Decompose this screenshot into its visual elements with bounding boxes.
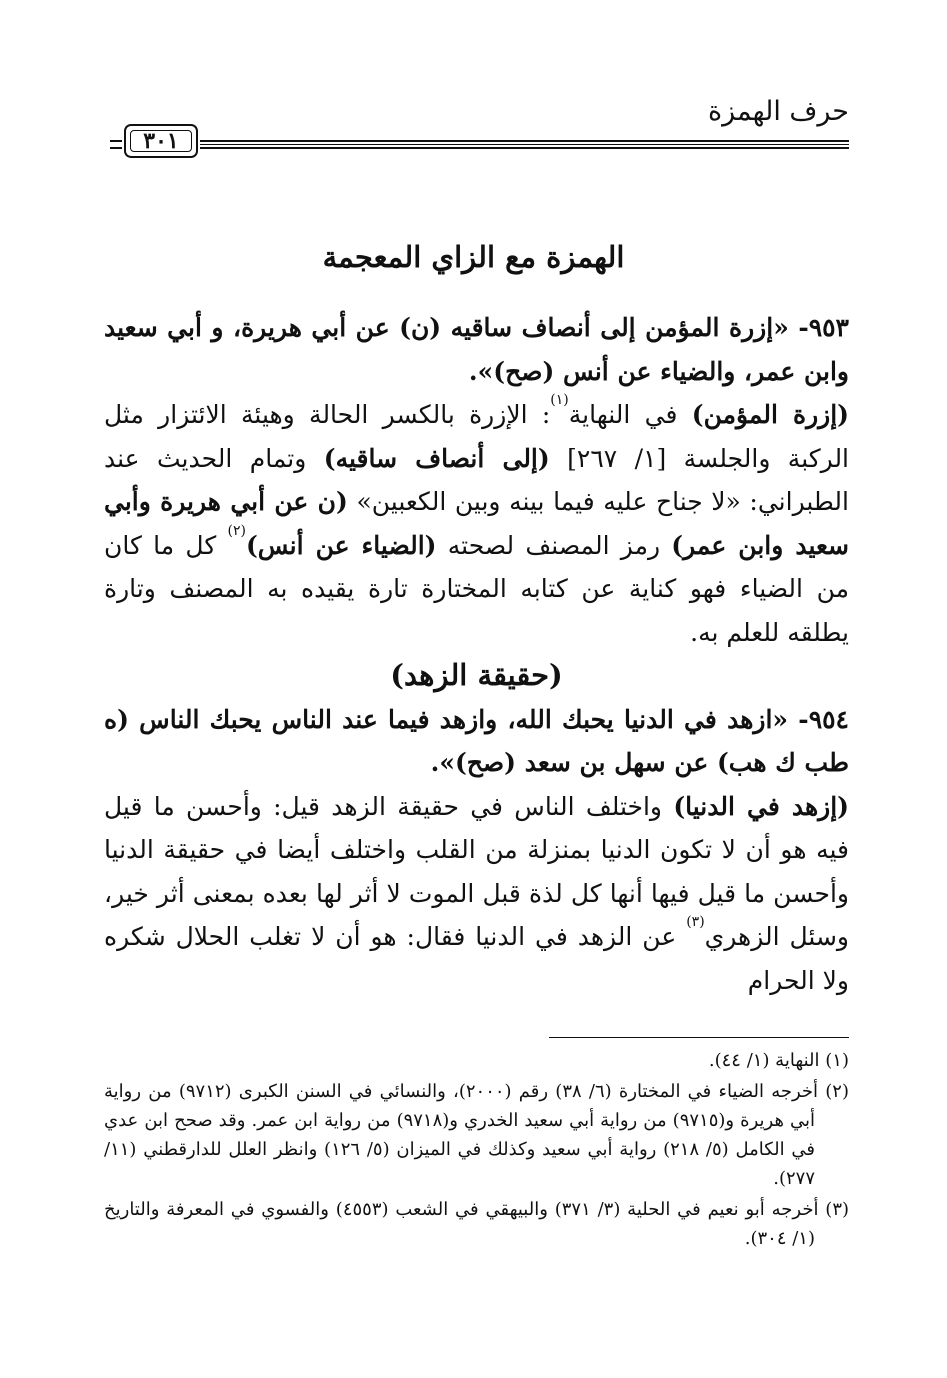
quoted-term: (إزهد في الدنيا): [673, 791, 849, 821]
footnotes: [104, 1046, 849, 1255]
section-heading: الهمزة مع الزاي المعجمة: [322, 240, 625, 274]
quoted-term: (إلى أنصاف ساقيه): [323, 443, 550, 473]
header-rule: [200, 140, 849, 149]
sub-heading: (حقيقة الزهد): [390, 658, 563, 692]
text-run: واختلف الناس في حقيقة الزهد قيل: وأحسن ما قيل فيه هو أن لا تكون الدنيا بمنزلة من القلب واختلف أيضا في حقيقة الدنيا وأحسن ما قيل فيها أنها كل لذة قبل الموت لا أثر لها بعده بمعنى أثر خير، وسئل الزهري: [104, 791, 849, 951]
footnote-marker-3[interactable]: (٣): [686, 914, 705, 930]
text-run: وتمام الحديث عند الطبراني: «لا جناح عليه فيما بينه وبين الكعبين»: [104, 443, 849, 516]
main-text: [104, 306, 849, 1002]
quoted-term: (إزرة المؤمن): [691, 400, 850, 429]
header-rule-cap: [110, 140, 122, 149]
footnote-separator: [549, 1037, 849, 1038]
text-run: عن الزهد في الدنيا فقال: هو أن لا تغلب الحلال شكره ولا الحرام: [104, 922, 849, 995]
text-run: في النهاية: [568, 400, 692, 429]
commentary-paragraph-1: [104, 393, 849, 654]
quoted-term: (الضياء عن أنس): [245, 530, 437, 560]
footnote-3: (٣) أخرجه أبو نعيم في الحلية (٣/ ٣٧١) والبيهقي في الشعب (٤٥٥٣) والفسوي في المعرفة والتاريخ (١/ ٣٠٤).: [104, 1199, 850, 1249]
quoted-term: (ن عن أبي هريرة وأبي سعيد وابن عمر): [104, 487, 849, 560]
footnote-marker-2[interactable]: (٢): [227, 522, 246, 539]
text-run: : الإزرة بالكسر الحالة وهيئة الائتزار مثل الركبة والجلسة [١/ ٢٦٧]: [104, 400, 850, 473]
hadith-entry-953: ٩٥٣- «إزرة المؤمن إلى أنصاف ساقيه (ن) عن أبي هريرة، و أبي سعيد وابن عمر، والضياء عن أنس (صح)».: [104, 313, 849, 386]
text-run: كل ما كان من الضياء فهو كناية عن كتابه المختارة تارة يقيده به المصنف وتارة يطلقه للعلم به.: [104, 530, 849, 647]
footnote-marker-1[interactable]: (١): [550, 392, 569, 408]
footnote-1: (١) النهاية (١/ ٤٤).: [708, 1050, 849, 1071]
footnote-2: (٢) أخرجه الضياء في المختارة (٦/ ٣٨) رقم (٢٠٠٠)، والنسائي في السنن الكبرى (٩٧١٢) من رواية أبي هريرة و(٩٧١٥) من رواية أبي سعيد الخدري و(٩٧١٨) من رواية ابن عمر. وقد صحح ابن عدي في الكامل (٥/ ٢١٨) رواية أبي سعيد وكذلك في الميزان (٥/ ١٢٦) وانظر العلل للدارقطني (١١/ ٢٧٧).: [104, 1081, 849, 1189]
running-title: حرف الهمزة: [708, 96, 849, 127]
page-number: ٣٠١: [124, 124, 198, 158]
text-run: رمز المصنف لصحته: [436, 530, 672, 560]
hadith-entry-954: ٩٥٤- «ازهد في الدنيا يحبك الله، وازهد فيما عند الناس يحبك الناس (ه طب ك هب) عن سهل بن سعد (صح)».: [104, 704, 849, 777]
commentary-paragraph-2: [104, 785, 849, 1003]
